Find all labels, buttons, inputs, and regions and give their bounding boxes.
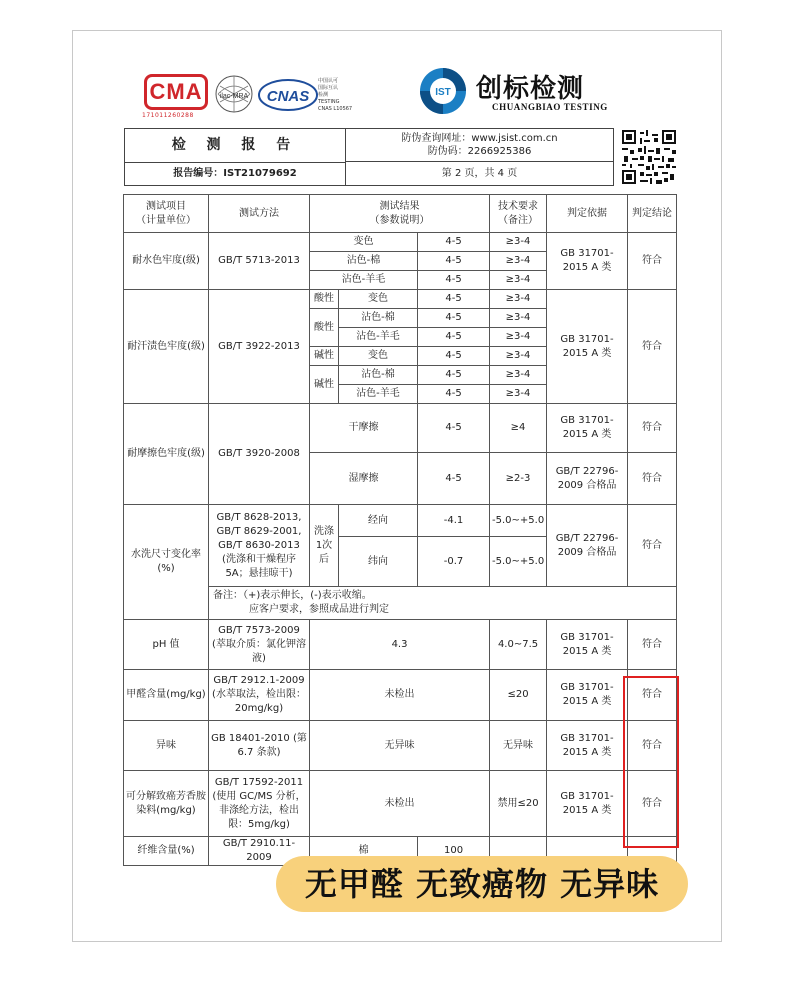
table-row: 纬向 -0.7 -5.0~+5.0 [124, 537, 677, 587]
brand-name-cn: 创标检测 [476, 74, 585, 104]
table-row: 耐汗渍色牢度(级) GB/T 3922-2013 酸性 变色 4-5 ≥3-4 GB 31701-2015 A 类 符合 [124, 290, 677, 309]
table-row: 碱性 变色 4-5 ≥3-4 [124, 347, 677, 366]
table-row: 碱性 沾色-棉 4-5 ≥3-4 [124, 366, 677, 385]
cma-mark: CMA [144, 74, 208, 110]
table-row: 沾色-羊毛 4-5 ≥3-4 [124, 328, 677, 347]
table-row: 水洗尺寸变化率(%) GB/T 8628-2013, GB/T 8629-2001, GB/T 8630-2013 (洗涤和干燥程序5A；悬挂晾干) 洗涤1次后 经向 -4.1 -5.0~+5.0 GB/T 22796-2009 合格品 符合 [124, 505, 677, 537]
table-row: 可分解致癌芳香胺染料(mg/kg) GB/T 17592-2011 (使用 GC/MS 分析，非涤纶方法，检出限：5mg/kg) 未检出 禁用≤20 GB 31701-2015 A 类 符合 [124, 771, 677, 837]
brand-name-en: CHUANGBIAO TESTING [492, 102, 608, 112]
header-basis: 判定依据 [547, 195, 628, 233]
ilac-mra-logo [210, 72, 258, 120]
anti-fake-site: 防伪查询网址：www.jsist.com.cn [401, 133, 558, 144]
anti-fake-info [346, 129, 613, 162]
qr-code [622, 130, 676, 184]
promo-banner: 无甲醛 无致癌物 无异味 [276, 856, 688, 912]
table-row: 沾色-棉 4-5 ≥3-4 [124, 252, 677, 271]
report-title: 检 测 报 告 [125, 129, 346, 163]
cma-number: 171011260288 [142, 112, 194, 119]
header-requirement: 技术要求 （备注） [490, 195, 547, 233]
table-row: 酸性 沾色-棉 4-5 ≥3-4 [124, 309, 677, 328]
wash-note-1: 备注：（+)表示伸长，(-)表示收缩。 [213, 590, 372, 601]
header-result: 测试结果 （参数说明） [310, 195, 490, 233]
table-row: 耐摩擦色牢度(级) GB/T 3920-2008 干摩擦 4-5 ≥4 GB 31701-2015 A 类 符合 [124, 404, 677, 453]
ist-text: IST [435, 87, 451, 98]
cnas-side-text: 中国认可 国际互认 检测 TESTING CNAS L10567 [318, 78, 353, 112]
page-indicator: 第 2 页，共 4 页 [441, 168, 518, 179]
header-conclusion: 判定结论 [628, 195, 677, 233]
ist-logo [418, 66, 468, 116]
table-row: 湿摩擦 4-5 ≥2-3 GB/T 22796-2009 合格品 符合 [124, 453, 677, 505]
test-results-table [123, 194, 677, 866]
table-row: 甲醛含量(mg/kg) GB/T 2912.1-2009 (水萃取法，检出限：20mg/kg) 未检出 ≤20 GB 31701-2015 A 类 符合 [124, 670, 677, 721]
cnas-text: CNAS [266, 88, 310, 105]
table-row: 沾色-羊毛 4-5 ≥3-4 [124, 271, 677, 290]
header-method: 测试方法 [209, 195, 310, 233]
wash-note-2: 应客户要求，参照成品进行判定 [249, 604, 389, 615]
table-row: 耐水色牢度(级) GB/T 5713-2013 变色 4-5 ≥3-4 GB 31701-2015 A 类 符合 [124, 233, 677, 252]
header-item: 测试项目 （计量单位） [124, 195, 209, 233]
anti-fake-code: 防伪码：2266925386 [427, 146, 532, 157]
table-row: pH 值 GB/T 7573-2009 (萃取介质：氯化钾溶液) 4.3 4.0~7.5 GB 31701-2015 A 类 符合 [124, 620, 677, 670]
cma-logo [144, 74, 204, 120]
table-row: 纤维含量(%) GB/T 2910.11-2009 棉 100 [124, 837, 677, 866]
ilac-text: ilac-MRA [219, 93, 249, 100]
table-row: 沾色-羊毛 4-5 ≥3-4 [124, 385, 677, 404]
cnas-logo [258, 78, 324, 112]
report-header [124, 128, 614, 186]
table-header-row [124, 195, 677, 233]
table-row: 异味 GB 18401-2010 (第 6.7 条款) 无异味 无异味 GB 31701-2015 A 类 符合 [124, 721, 677, 771]
report-number: 报告编号：IST21079692 [125, 163, 346, 185]
highlight-box [623, 676, 679, 848]
